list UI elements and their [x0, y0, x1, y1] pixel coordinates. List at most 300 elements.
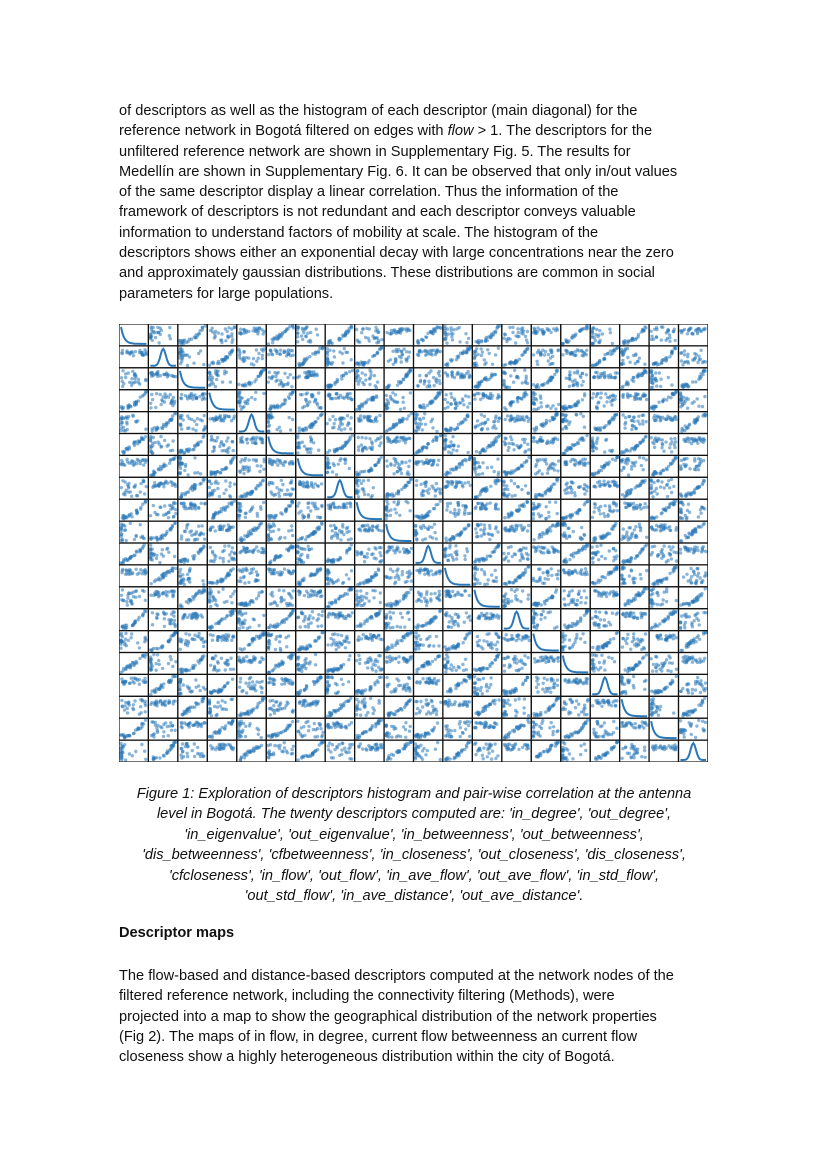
scatter-point: [317, 485, 320, 488]
body-paragraph-1: [119, 101, 719, 304]
scatter-point: [186, 364, 189, 367]
scatter-point: [476, 386, 479, 389]
scatter-point: [269, 458, 272, 461]
scatter-point: [168, 334, 171, 337]
scatter-point: [426, 404, 429, 407]
scatter-point: [250, 490, 253, 493]
scatter-point: [133, 403, 136, 406]
scatter-point: [635, 444, 638, 447]
scatter-point: [271, 341, 274, 344]
scatter-point: [197, 507, 200, 510]
scatter-point: [615, 456, 618, 459]
scatter-point: [690, 442, 693, 445]
scatter-point: [482, 448, 485, 451]
scatter-point: [699, 460, 702, 463]
scatter-point: [474, 505, 477, 508]
scatter-point: [668, 486, 671, 489]
scatter-point: [494, 331, 497, 334]
scatter-point: [456, 501, 459, 504]
scatter-point: [474, 350, 477, 353]
text-line: unfiltered reference network are shown in Supplementary Fig. 5. The results for: [119, 143, 631, 160]
scatter-point: [524, 351, 527, 354]
scatter-point: [556, 469, 559, 472]
scatter-point: [494, 414, 497, 417]
scatter-point: [341, 361, 344, 364]
scatter-point: [672, 459, 675, 462]
scatter-point: [285, 329, 288, 332]
scatter-point: [392, 494, 395, 497]
scatter-point: [291, 391, 294, 394]
scatter-point: [127, 486, 130, 489]
scatter-point: [168, 462, 171, 465]
scatter-point: [581, 372, 584, 375]
scatter-point: [254, 529, 257, 532]
scatter-point: [663, 508, 666, 511]
scatter-point: [408, 350, 411, 353]
scatter-point: [289, 349, 292, 352]
scatter-point: [339, 446, 342, 449]
scatter-point: [201, 393, 204, 396]
scatter-point: [428, 383, 431, 386]
scatter-point: [652, 338, 655, 341]
scatter-point: [233, 483, 236, 486]
scatter-point: [593, 426, 596, 429]
scatter-point: [377, 339, 380, 342]
scatter-point: [292, 376, 295, 379]
scatter-point: [573, 354, 576, 357]
scatter-point: [516, 485, 519, 488]
scatter-point: [463, 508, 466, 511]
scatter-point: [485, 507, 488, 510]
scatter-point: [446, 502, 449, 505]
scatter-point: [685, 517, 688, 520]
scatter-point: [193, 419, 196, 422]
scatter-point: [357, 374, 360, 377]
scatter-point: [604, 424, 607, 427]
scatter-point: [502, 337, 505, 340]
scatter-point: [215, 378, 218, 381]
scatter-point: [394, 437, 397, 440]
scatter-point: [464, 394, 467, 397]
scatter-point: [532, 327, 535, 330]
scatter-point: [179, 424, 182, 427]
scatter-point: [214, 369, 217, 372]
scatter-point: [683, 328, 686, 331]
scatter-point: [211, 417, 214, 420]
scatter-point: [565, 427, 568, 430]
scatter-point: [473, 364, 476, 367]
scatter-point: [346, 414, 349, 417]
text-segment: reference network in Bogotá filtered on edges with: [119, 123, 448, 140]
scatter-point: [655, 336, 658, 339]
scatter-point: [642, 394, 645, 397]
scatter-point: [644, 420, 647, 423]
scatter-point: [277, 371, 280, 374]
scatter-point: [187, 426, 190, 429]
scatter-point: [193, 393, 196, 396]
scatter-point: [629, 394, 632, 397]
scatter-point: [553, 373, 556, 376]
scatter-point: [627, 473, 630, 476]
scatter-point: [191, 484, 194, 487]
scatter-point: [270, 377, 273, 380]
scatter-point: [274, 405, 277, 408]
scatter-point: [449, 440, 452, 443]
scatter-point: [270, 538, 273, 541]
scatter-point: [670, 450, 673, 453]
scatter-point: [496, 397, 499, 400]
scatter-point: [517, 335, 520, 338]
scatter-point: [480, 413, 483, 416]
scatter-point: [576, 369, 579, 372]
scatter-point: [703, 395, 706, 398]
scatter-point: [180, 534, 183, 537]
scatter-point: [256, 515, 259, 518]
scatter-point: [281, 462, 284, 465]
scatter-point: [465, 341, 468, 344]
scatter-point: [248, 466, 251, 469]
scatter-point: [422, 417, 425, 420]
scatter-point: [291, 418, 294, 421]
scatter-point: [337, 396, 340, 399]
scatter-point: [274, 375, 277, 378]
scatter-point: [191, 489, 194, 492]
scatter-point: [474, 425, 477, 428]
scatter-point: [526, 501, 529, 504]
scatter-point: [487, 378, 490, 381]
scatter-point: [275, 334, 278, 337]
scatter-point: [534, 495, 537, 498]
scatter-point: [697, 378, 700, 381]
scatter-point: [305, 325, 308, 328]
scatter-point: [536, 326, 539, 329]
scatter-point: [469, 484, 472, 487]
scatter-point: [534, 332, 537, 335]
scatter-point: [456, 426, 459, 429]
scatter-point: [673, 346, 676, 349]
scatter-point: [416, 341, 419, 344]
scatter-point: [159, 468, 162, 471]
scatter-point: [267, 525, 270, 528]
scatter-point: [581, 398, 584, 401]
scatter-point: [541, 383, 544, 386]
scatter-point: [546, 472, 549, 475]
scatter-point: [400, 460, 403, 463]
scatter-point: [467, 337, 470, 340]
scatter-point: [127, 491, 130, 494]
scatter-point: [569, 352, 572, 355]
scatter-point: [187, 538, 190, 541]
scatter-point: [262, 368, 265, 371]
scatter-point: [699, 512, 702, 515]
scatter-point: [227, 446, 230, 449]
scatter-point: [575, 381, 578, 384]
scatter-point: [283, 493, 286, 496]
scatter-point: [632, 502, 635, 505]
scatter-point: [371, 355, 374, 358]
scatter-point: [570, 491, 573, 494]
scatter-point: [534, 465, 537, 468]
scatter-point: [693, 457, 696, 460]
scatter-point: [434, 489, 437, 492]
scatter-point: [527, 417, 530, 420]
scatter-point: [401, 396, 404, 399]
scatter-point: [366, 398, 369, 401]
scatter-point: [445, 508, 448, 511]
scatter-point: [328, 362, 331, 365]
scatter-point: [449, 511, 452, 514]
scatter-point: [210, 361, 213, 364]
scatter-point: [197, 352, 200, 355]
scatter-point: [385, 394, 388, 397]
scatter-point: [291, 487, 294, 490]
scatter-point: [267, 430, 270, 433]
scatter-point: [407, 328, 410, 331]
scatter-point: [486, 466, 489, 469]
scatter-point: [483, 378, 486, 381]
scatter-point: [503, 516, 506, 519]
scatter-point: [438, 382, 441, 385]
scatter-point: [407, 355, 410, 358]
scatter-point: [685, 427, 688, 430]
scatter-point: [165, 530, 168, 533]
text-line: descriptors shows either an exponential decay with large concentrations near the zero: [119, 245, 674, 262]
scatter-point: [686, 436, 689, 439]
scatter-point: [449, 426, 452, 429]
scatter-point: [608, 420, 611, 423]
scatter-point: [555, 412, 558, 415]
scatter-point: [363, 493, 366, 496]
scatter-point: [652, 362, 655, 365]
scatter-point: [357, 445, 360, 448]
scatter-point: [378, 414, 381, 417]
scatter-point: [431, 426, 434, 429]
scatter-point: [638, 357, 641, 360]
scatter-point: [579, 437, 582, 440]
scatter-point: [317, 406, 320, 409]
scatter-point: [537, 505, 540, 508]
scatter-point: [180, 495, 183, 498]
scatter-point: [570, 480, 573, 483]
scatter-point: [373, 374, 376, 377]
scatter-point: [178, 472, 181, 475]
scatter-point: [332, 426, 335, 429]
scatter-point: [196, 538, 199, 541]
scatter-point: [262, 468, 265, 471]
scatter-point: [467, 481, 470, 484]
scatter-point: [521, 417, 524, 420]
scatter-point: [256, 464, 259, 467]
scatter-point: [217, 360, 220, 363]
scatter-point: [174, 512, 177, 515]
scatter-point: [537, 512, 540, 515]
scatter-point: [532, 502, 535, 505]
scatter-point: [458, 401, 461, 404]
scatter-point: [134, 380, 137, 383]
scatter-point: [120, 527, 123, 530]
scatter-point: [367, 337, 370, 340]
scatter-point: [376, 380, 379, 383]
scatter-point: [658, 371, 661, 374]
scatter-point: [280, 479, 283, 482]
scatter-point: [237, 514, 240, 517]
scatter-point: [702, 437, 705, 440]
scatter-point: [298, 375, 301, 378]
scatter-point: [163, 504, 166, 507]
scatter-point: [449, 468, 452, 471]
scatter-point: [129, 522, 132, 525]
scatter-point: [126, 428, 129, 431]
scatter-point: [139, 490, 142, 493]
scatter-point: [631, 337, 634, 340]
scatter-point: [659, 419, 662, 422]
scatter-point: [420, 492, 423, 495]
scatter-point: [125, 447, 128, 450]
scatter-point: [367, 417, 370, 420]
scatter-point: [409, 369, 412, 372]
scatter-point: [258, 374, 261, 377]
scatter-point: [680, 331, 683, 334]
scatter-point: [516, 400, 519, 403]
scatter-point: [450, 332, 453, 335]
scatter-point: [174, 508, 177, 511]
scatter-point: [419, 483, 422, 486]
scatter-point: [568, 420, 571, 423]
scatter-point: [604, 392, 607, 395]
scatter-point: [483, 415, 486, 418]
scatter-point: [290, 385, 293, 388]
scatter-point: [392, 500, 395, 503]
scatter-point: [362, 363, 365, 366]
scatter-point: [474, 496, 477, 499]
scatter-point: [644, 435, 647, 438]
scatter-point: [196, 443, 199, 446]
scatter-point: [304, 335, 307, 338]
scatter-point: [511, 494, 514, 497]
scatter-point: [208, 486, 211, 489]
scatter-point: [343, 427, 346, 430]
scatter-point: [698, 436, 701, 439]
scatter-point: [488, 445, 491, 448]
scatter-point: [444, 434, 447, 437]
scatter-point: [201, 328, 204, 331]
scatter-point: [268, 481, 271, 484]
scatter-point: [450, 335, 453, 338]
scatter-point: [240, 495, 243, 498]
scatter-point: [547, 466, 550, 469]
scatter-point: [344, 351, 347, 354]
scatter-point: [156, 326, 159, 329]
scatter-point: [657, 401, 660, 404]
scatter-point: [517, 331, 520, 334]
scatter-point: [296, 442, 299, 445]
scatter-point: [486, 427, 489, 430]
scatter-point: [686, 332, 689, 335]
scatter-point: [626, 396, 629, 399]
scatter-point: [668, 505, 671, 508]
scatter-point: [258, 470, 261, 473]
scatter-point: [633, 425, 636, 428]
scatter-point: [140, 351, 143, 354]
scatter-point: [400, 472, 403, 475]
scatter-point: [348, 467, 351, 470]
scatter-point: [659, 378, 662, 381]
scatter-point: [306, 356, 309, 359]
scatter-point: [306, 484, 309, 487]
scatter-point: [151, 452, 154, 455]
scatter-point: [178, 352, 181, 355]
scatter-point: [650, 335, 653, 338]
scatter-point: [340, 428, 343, 431]
scatter-point: [532, 391, 535, 394]
scatter-point: [484, 421, 487, 424]
scatter-point: [339, 457, 342, 460]
scatter-point: [258, 326, 261, 329]
scatter-point: [240, 539, 243, 542]
scatter-point: [608, 449, 611, 452]
scatter-point: [548, 500, 551, 503]
scatter-point: [199, 531, 202, 534]
scatter-point: [361, 327, 364, 330]
scatter-point: [371, 398, 374, 401]
scatter-point: [303, 371, 306, 374]
scatter-point: [576, 348, 579, 351]
scatter-point: [358, 407, 361, 410]
scatter-point: [504, 363, 507, 366]
scatter-point: [450, 359, 453, 362]
scatter-point: [272, 522, 275, 525]
scatter-point: [254, 487, 257, 490]
scatter-point: [447, 450, 450, 453]
scatter-point: [306, 404, 309, 407]
scatter-point: [172, 396, 175, 399]
scatter-point: [473, 356, 476, 359]
scatter-point: [329, 506, 332, 509]
scatter-point: [379, 435, 382, 438]
scatter-point: [216, 418, 219, 421]
scatter-point: [449, 502, 452, 505]
scatter-point: [384, 402, 387, 405]
scatter-point: [386, 440, 389, 443]
scatter-point: [673, 437, 676, 440]
scatter-point: [371, 442, 374, 445]
scatter-point: [163, 400, 166, 403]
scatter-point: [230, 503, 233, 506]
scatter-point: [443, 325, 446, 328]
scatter-point: [203, 428, 206, 431]
scatter-point: [661, 443, 664, 446]
scatter-point: [553, 468, 556, 471]
scatter-point: [525, 377, 528, 380]
scatter-point: [269, 350, 272, 353]
scatter-point: [614, 376, 617, 379]
scatter-point: [250, 396, 253, 399]
scatter-point: [360, 482, 363, 485]
scatter-point: [332, 349, 335, 352]
scatter-point: [436, 395, 439, 398]
scatter-point: [222, 508, 225, 511]
scatter-point: [306, 375, 309, 378]
scatter-point: [475, 347, 478, 350]
scatter-point: [374, 384, 377, 387]
scatter-point: [335, 473, 338, 476]
scatter-point: [554, 407, 557, 410]
scatter-point: [379, 441, 382, 444]
scatter-point: [468, 458, 471, 461]
scatter-point: [638, 505, 641, 508]
scatter-point: [592, 376, 595, 379]
scatter-point: [483, 358, 486, 361]
